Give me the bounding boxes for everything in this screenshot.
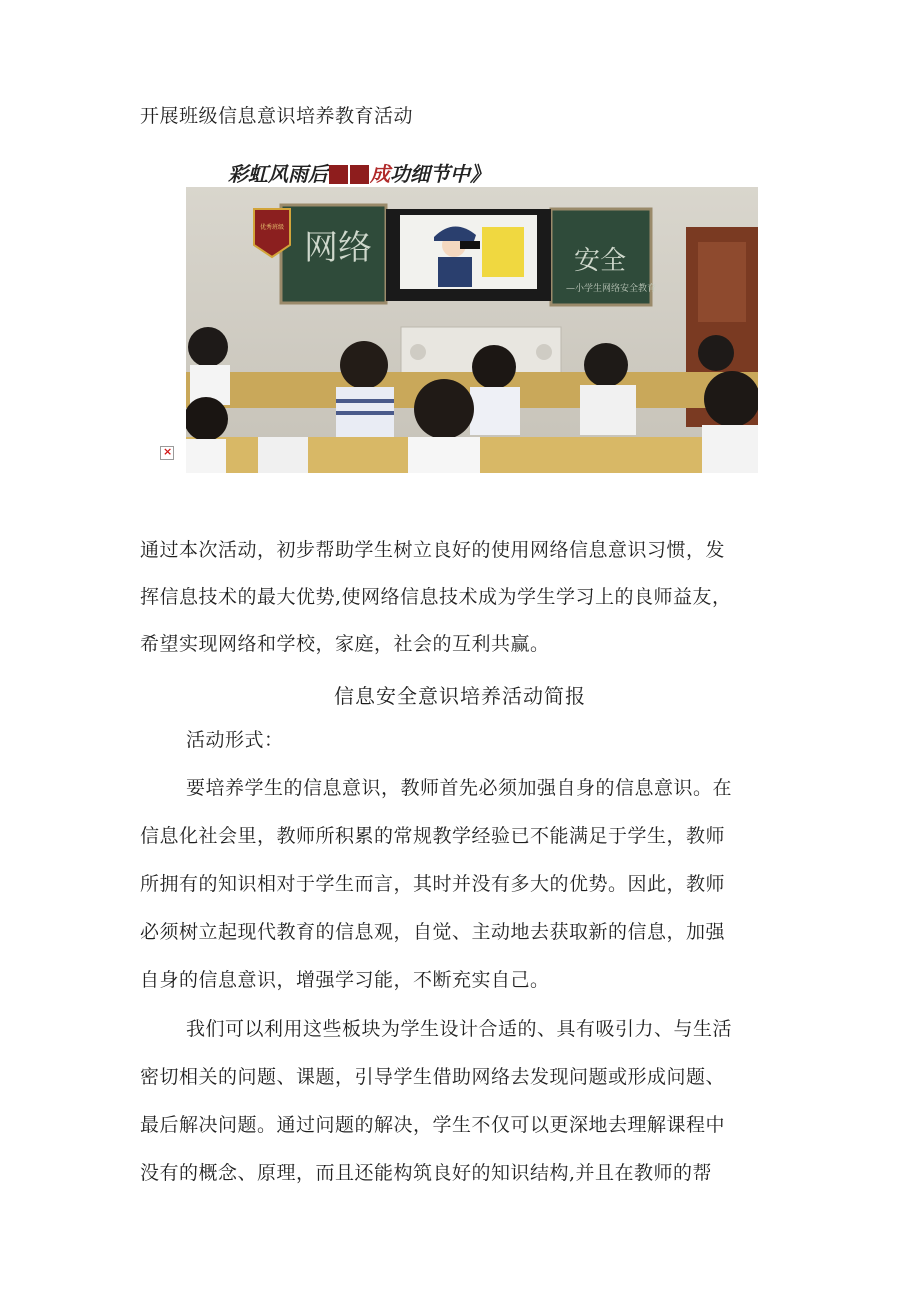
paragraph-1-line-3: 希望实现网络和学校，家庭，社会的互利共赢。 [140,633,550,655]
redacted-block [329,165,348,184]
paragraph-2-line-4: 必须树立起现代教育的信息观，自觉、主动地去获取新的信息，加强 [140,921,726,943]
broken-image-glyph: × [163,445,173,458]
classroom-photo [186,187,758,473]
activity-heading: 开展班级信息意识培养教育活动 [140,105,414,127]
paragraph-3-line-4: 没有的概念、原理，而且还能构筑良好的知识结构,并且在教师的帮 [140,1162,713,1184]
paragraph-2-line-1: 要培养学生的信息意识，教师首先必须加强自身的信息意识。在 [186,777,733,799]
broken-image-icon [160,446,174,460]
banner-text: 优秀班级 [260,224,285,231]
board-text-right: 安全 [574,246,627,276]
paragraph-3-line-1: 我们可以利用这些板块为学生设计合适的、具有吸引力、与生活 [186,1018,733,1040]
board-text-left: 网络 [304,228,372,268]
section-title: 信息安全意识培养活动简报 [334,684,586,708]
caption-part-3: 功细节中》 [390,162,490,186]
paragraph-2-line-5: 自身的信息意识，增强学习能，不断充实自己。 [140,969,550,991]
caption-part-1: 彩虹风雨后 [228,162,328,186]
caption-part-2: 成 [370,162,390,186]
paragraph-1-line-1: 通过本次活动，初步帮助学生树立良好的使用网络信息意识习惯，发 [140,539,726,561]
activity-form-label: 活动形式： [186,729,284,751]
paragraph-1-line-2: 挥信息技术的最大优势,使网络信息技术成为学生学习上的良师益友， [140,586,732,608]
redacted-block [350,165,369,184]
paragraph-3-line-2: 密切相关的问题、课题，引导学生借助网络去发现问题或形成问题、 [140,1066,726,1088]
paragraph-2-line-2: 信息化社会里，教师所积累的常规教学经验已不能满足于学生，教师 [140,825,726,847]
board-subtext: —小学生网络安全教育 [566,284,657,294]
photo-caption [228,158,490,187]
paragraph-2-line-3: 所拥有的知识相对于学生而言，其时并没有多大的优势。因此，教师 [140,873,726,895]
paragraph-3-line-3: 最后解决问题。通过问题的解决，学生不仅可以更深地去理解课程中 [140,1114,726,1136]
